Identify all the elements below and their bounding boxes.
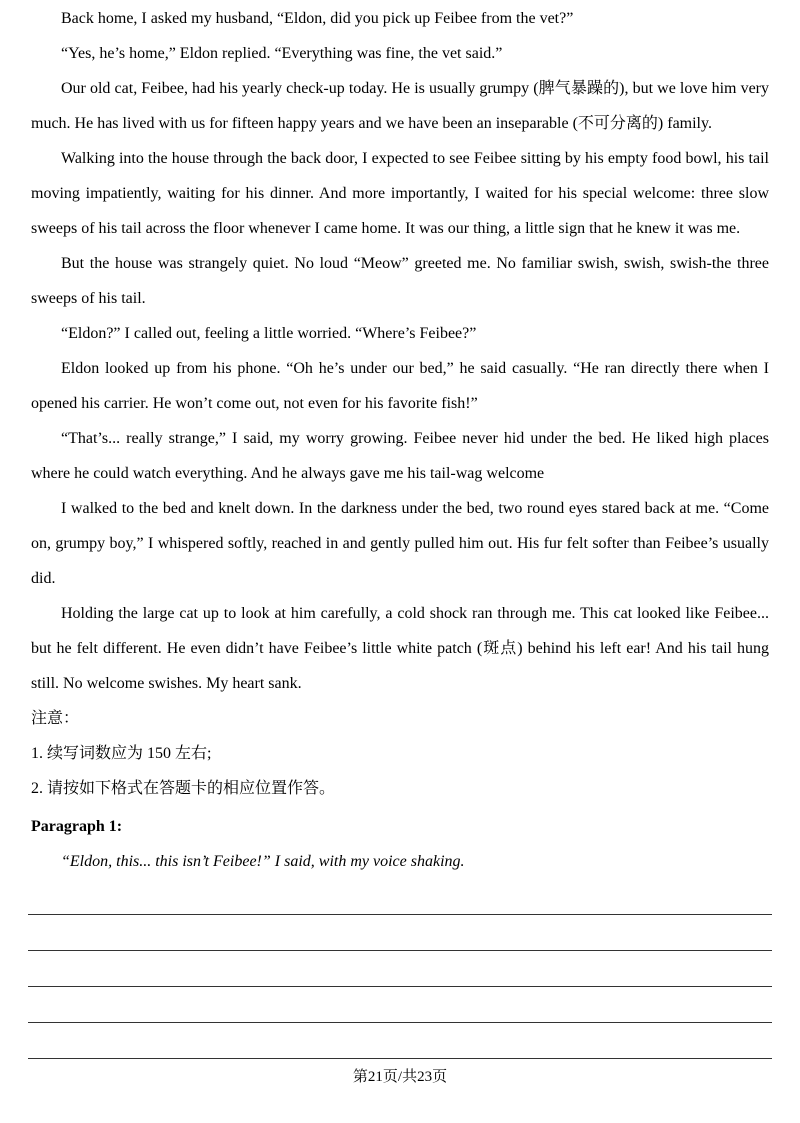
- writing-line: [28, 1023, 772, 1059]
- story-paragraph: I walked to the bed and knelt down. In the darkness under the bed, two round eyes stared back at me. “Come on, grumpy boy,” I whispered softly, reached in and gently pulled him out. His fur felt softer than Feibee’s usually did.: [31, 500, 769, 587]
- notice-label: 注意：: [31, 710, 80, 727]
- writing-line: [28, 987, 772, 1023]
- story-paragraph: Holding the large cat up to look at him carefully, a cold shock ran through me. This cat looked like Feibee... but he felt different. He even didn’t have Feibee’s little white patch (斑点) behind his left ear! And his tail hung still. No welcome swishes. My heart sank.: [31, 605, 769, 692]
- story-paragraph: Our old cat, Feibee, had his yearly check-up today. He is usually grumpy (脾气暴躁的), but we love him very much. He has lived with us for fifteen happy years and we have been an inseparable (不可分离的) family.: [31, 80, 769, 132]
- page-footer: 第21页/共23页: [352, 1069, 448, 1085]
- story-paragraph: Back home, I asked my husband, “Eldon, did you pick up Feibee from the vet?”: [61, 10, 574, 27]
- story-paragraph: “Eldon?” I called out, feeling a little worried. “Where’s Feibee?”: [61, 325, 477, 342]
- writing-line: [28, 915, 772, 951]
- story-paragraph: Eldon looked up from his phone. “Oh he’s under our bed,” he said casually. “He ran directly there when I opened his carrier. He won’t come out, not even for his favorite fish!”: [31, 360, 769, 412]
- story-passage: [31, 1, 769, 701]
- paragraph1-prompt: “Eldon, this... this isn’t Feibee!” I said, with my voice shaking.: [61, 853, 465, 870]
- notice-item-1: 1. 续写词数应为 150 左右;: [31, 745, 212, 762]
- writing-line: [28, 951, 772, 987]
- paragraph1-label: Paragraph 1:: [31, 818, 123, 835]
- writing-line: [28, 879, 772, 915]
- story-paragraph: Walking into the house through the back door, I expected to see Feibee sitting by his empty food bowl, his tail moving impatiently, waiting for his dinner. And more importantly, I waited for his special welcome: three slow sweeps of his tail across the floor whenever I came home. It was our thing, a little sign that he knew it was me.: [31, 150, 769, 237]
- notice-item-2: 2. 请按如下格式在答题卡的相应位置作答。: [31, 780, 336, 797]
- story-paragraph: “That’s... really strange,” I said, my worry growing. Feibee never hid under the bed. He liked high places where he could watch everything. And he always gave me his tail-wag welcome: [31, 430, 769, 482]
- writing-lines: [28, 879, 772, 1059]
- story-paragraph: But the house was strangely quiet. No loud “Meow” greeted me. No familiar swish, swish, swish-the three sweeps of his tail.: [31, 255, 769, 307]
- story-paragraph: “Yes, he’s home,” Eldon replied. “Everything was fine, the vet said.”: [61, 45, 503, 62]
